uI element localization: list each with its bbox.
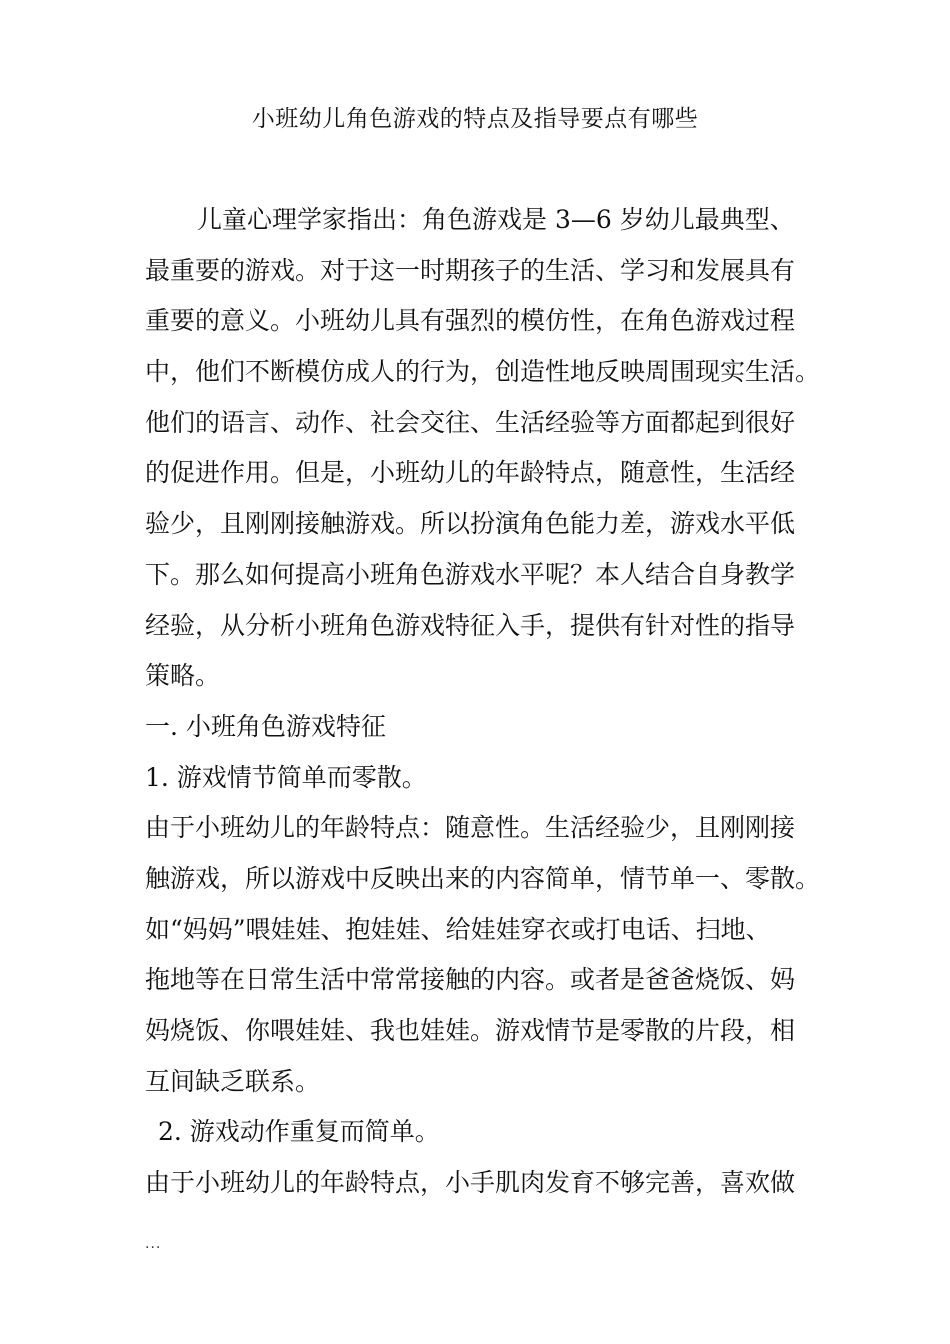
paragraph-line: 互间缺乏联系。	[145, 1066, 321, 1096]
continuation-ellipsis: ...	[145, 1236, 162, 1252]
paragraph-line: 如“妈妈”喂娃娃、抱娃娃、给娃娃穿衣或打电话、扫地、	[145, 914, 771, 944]
paragraph-line: 下。那么如何提高小班角色游戏水平呢？本人结合自身教学	[145, 559, 796, 589]
section-heading: 一. 小班角色游戏特征	[145, 711, 386, 741]
paragraph-line: 验少，且刚刚接触游戏。所以扮演角色能力差，游戏水平低	[145, 509, 796, 539]
paragraph-line: 妈烧饭、你喂娃娃、我也娃娃。游戏情节是零散的片段，相	[145, 1016, 796, 1045]
paragraph-line: 触游戏，所以游戏中反映出来的内容简单，情节单一、零散。	[145, 863, 821, 893]
paragraph-line: 最重要的游戏。对于这一时期孩子的生活、学习和发展具有	[145, 255, 796, 285]
paragraph-line: 的促进作用。但是，小班幼儿的年龄特点，随意性，生活经	[145, 458, 796, 488]
paragraph-line: 中，他们不断模仿成人的行为，创造性地反映周围现实生活。	[145, 357, 821, 387]
paragraph-line: 他们的语言、动作、社会交往、生活经验等方面都起到很好	[145, 407, 796, 437]
paragraph-line: 儿童心理学家指出：角色游戏是 3—6 岁幼儿最典型、	[197, 205, 795, 234]
paragraph-line: 经验，从分析小班角色游戏特征入手，提供有针对性的指导	[145, 610, 796, 640]
paragraph-line: 策略。	[145, 661, 221, 691]
paragraph-line: 拖地等在日常生活中常常接触的内容。或者是爸爸烧饭、妈	[145, 965, 796, 995]
paragraph-line: 由于小班幼儿的年龄特点，小手肌肉发育不够完善，喜欢做	[145, 1168, 796, 1198]
document-body	[145, 195, 821, 1209]
document-title: 小班幼儿角色游戏的特点及指导要点有哪些	[251, 106, 699, 132]
subsection-heading: 1. 游戏情节简单而零散。	[145, 762, 427, 792]
paragraph-line: 重要的意义。小班幼儿具有强烈的模仿性，在角色游戏过程	[145, 306, 796, 336]
paragraph-line: 由于小班幼儿的年龄特点：随意性。生活经验少，且刚刚接	[145, 813, 796, 843]
subsection-heading: 2. 游戏动作重复而简单。	[158, 1117, 440, 1147]
